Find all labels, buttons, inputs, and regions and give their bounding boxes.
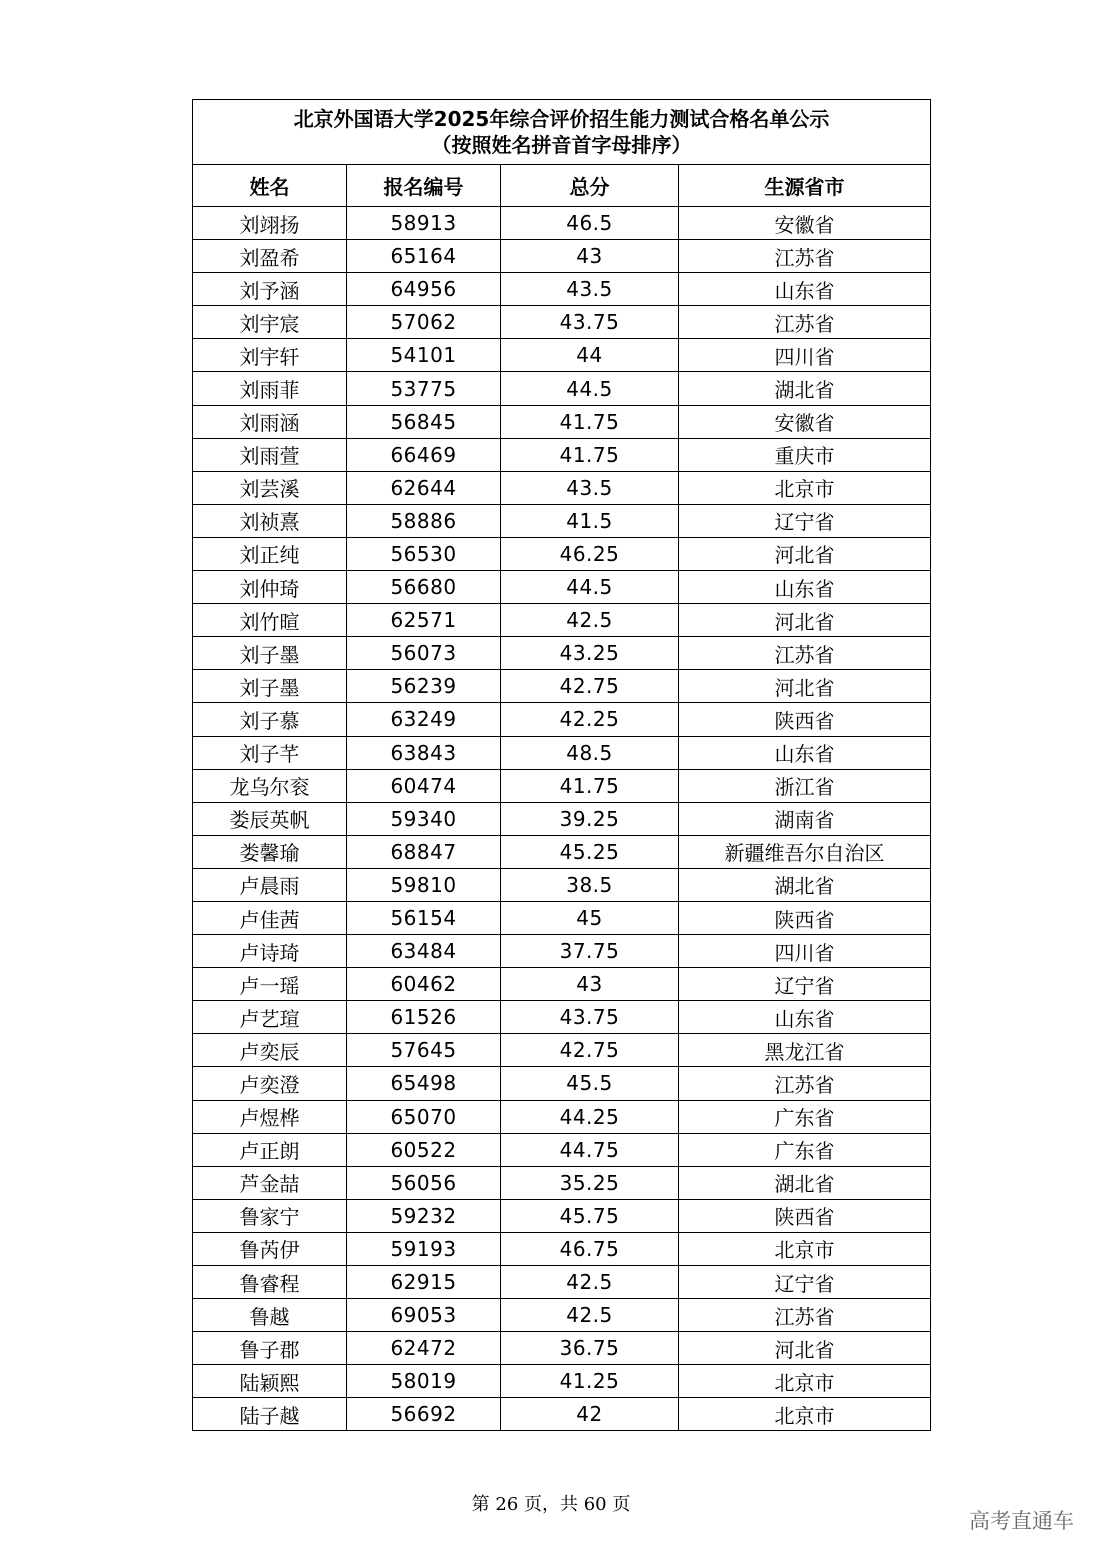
cell-total-score: 41.75 [501, 405, 679, 438]
cell-name: 刘雨涵 [193, 405, 347, 438]
cell-total-score: 42.75 [501, 1034, 679, 1067]
cell-total-score: 46.75 [501, 1232, 679, 1265]
cell-total-score: 43 [501, 968, 679, 1001]
cell-name: 陆颖熙 [193, 1365, 347, 1398]
cell-name: 刘雨萱 [193, 438, 347, 471]
cell-reg-number: 63843 [347, 736, 501, 769]
cell-province: 湖北省 [679, 372, 931, 405]
cell-name: 娄辰英帆 [193, 802, 347, 835]
cell-total-score: 37.75 [501, 935, 679, 968]
table-row [193, 1199, 931, 1232]
cell-province: 山东省 [679, 736, 931, 769]
cell-name: 刘盈希 [193, 240, 347, 273]
cell-province: 安徽省 [679, 405, 931, 438]
cell-name: 陆子越 [193, 1398, 347, 1431]
table-row [193, 901, 931, 934]
cell-province: 湖北省 [679, 868, 931, 901]
cell-province: 北京市 [679, 471, 931, 504]
cell-reg-number: 56530 [347, 537, 501, 570]
table-row [193, 769, 931, 802]
cell-reg-number: 65070 [347, 1100, 501, 1133]
cell-reg-number: 63484 [347, 935, 501, 968]
cell-province: 山东省 [679, 571, 931, 604]
cell-province: 江苏省 [679, 306, 931, 339]
cell-name: 鲁睿程 [193, 1266, 347, 1299]
cell-province: 陕西省 [679, 703, 931, 736]
cell-province: 陕西省 [679, 1199, 931, 1232]
admission-list-table [192, 99, 931, 1431]
table-row [193, 604, 931, 637]
table-row [193, 207, 931, 240]
cell-reg-number: 66469 [347, 438, 501, 471]
cell-province: 河北省 [679, 670, 931, 703]
cell-reg-number: 56680 [347, 571, 501, 604]
cell-reg-number: 58019 [347, 1365, 501, 1398]
cell-reg-number: 59232 [347, 1199, 501, 1232]
cell-total-score: 45.25 [501, 835, 679, 868]
cell-reg-number: 64956 [347, 273, 501, 306]
table-row [193, 1100, 931, 1133]
cell-total-score: 44.25 [501, 1100, 679, 1133]
cell-reg-number: 56692 [347, 1398, 501, 1431]
cell-total-score: 44.5 [501, 571, 679, 604]
table-row [193, 273, 931, 306]
cell-reg-number: 63249 [347, 703, 501, 736]
cell-province: 江苏省 [679, 1067, 931, 1100]
table-row [193, 868, 931, 901]
table-title [193, 100, 931, 165]
cell-reg-number: 56056 [347, 1166, 501, 1199]
cell-name: 刘宇宸 [193, 306, 347, 339]
cell-province: 浙江省 [679, 769, 931, 802]
table-row [193, 1232, 931, 1265]
cell-name: 卢奕澄 [193, 1067, 347, 1100]
cell-reg-number: 60522 [347, 1133, 501, 1166]
cell-total-score: 42.75 [501, 670, 679, 703]
table-row [193, 1034, 931, 1067]
cell-name: 刘子墨 [193, 637, 347, 670]
cell-name: 卢正朗 [193, 1133, 347, 1166]
cell-name: 卢一瑶 [193, 968, 347, 1001]
table-row [193, 1266, 931, 1299]
header-row [193, 165, 931, 207]
cell-reg-number: 59193 [347, 1232, 501, 1265]
cell-province: 湖北省 [679, 1166, 931, 1199]
cell-total-score: 46.5 [501, 207, 679, 240]
cell-reg-number: 65164 [347, 240, 501, 273]
cell-name: 刘竹暄 [193, 604, 347, 637]
cell-name: 卢艺瑄 [193, 1001, 347, 1034]
cell-total-score: 42.25 [501, 703, 679, 736]
cell-total-score: 43.5 [501, 273, 679, 306]
cell-reg-number: 60462 [347, 968, 501, 1001]
cell-name: 鲁家宁 [193, 1199, 347, 1232]
watermark: 高考直通车 [969, 1509, 1074, 1533]
cell-reg-number: 58913 [347, 207, 501, 240]
cell-name: 芦金喆 [193, 1166, 347, 1199]
cell-reg-number: 58886 [347, 504, 501, 537]
cell-reg-number: 57062 [347, 306, 501, 339]
cell-name: 刘雨菲 [193, 372, 347, 405]
table-row [193, 537, 931, 570]
cell-name: 刘子墨 [193, 670, 347, 703]
cell-province: 江苏省 [679, 637, 931, 670]
cell-total-score: 48.5 [501, 736, 679, 769]
table-row [193, 1365, 931, 1398]
cell-province: 辽宁省 [679, 968, 931, 1001]
cell-name: 刘子芊 [193, 736, 347, 769]
cell-reg-number: 56845 [347, 405, 501, 438]
table-row [193, 1133, 931, 1166]
cell-name: 刘正纯 [193, 537, 347, 570]
cell-reg-number: 69053 [347, 1299, 501, 1332]
cell-province: 重庆市 [679, 438, 931, 471]
table-row [193, 1166, 931, 1199]
cell-reg-number: 56154 [347, 901, 501, 934]
cell-total-score: 41.25 [501, 1365, 679, 1398]
cell-total-score: 42.5 [501, 1299, 679, 1332]
cell-name: 卢佳茜 [193, 901, 347, 934]
title-line-1: 北京外国语大学2025年综合评价招生能力测试合格名单公示 [293, 107, 830, 131]
cell-reg-number: 61526 [347, 1001, 501, 1034]
cell-reg-number: 68847 [347, 835, 501, 868]
cell-total-score: 38.5 [501, 868, 679, 901]
cell-name: 刘仲琦 [193, 571, 347, 604]
cell-name: 卢煜桦 [193, 1100, 347, 1133]
cell-total-score: 45 [501, 901, 679, 934]
cell-province: 江苏省 [679, 1299, 931, 1332]
cell-total-score: 44 [501, 339, 679, 372]
cell-province: 四川省 [679, 935, 931, 968]
cell-total-score: 42.5 [501, 1266, 679, 1299]
cell-total-score: 42 [501, 1398, 679, 1431]
cell-province: 新疆维吾尔自治区 [679, 835, 931, 868]
table-row [193, 835, 931, 868]
cell-province: 北京市 [679, 1398, 931, 1431]
cell-name: 鲁越 [193, 1299, 347, 1332]
cell-name: 刘芸溪 [193, 471, 347, 504]
cell-reg-number: 56239 [347, 670, 501, 703]
table-row [193, 339, 931, 372]
cell-province: 河北省 [679, 537, 931, 570]
header-name: 姓名 [193, 165, 347, 207]
cell-reg-number: 56073 [347, 637, 501, 670]
cell-province: 安徽省 [679, 207, 931, 240]
header-reg-number: 报名编号 [347, 165, 501, 207]
cell-reg-number: 59340 [347, 802, 501, 835]
table-row [193, 703, 931, 736]
table-row [193, 1001, 931, 1034]
cell-total-score: 39.25 [501, 802, 679, 835]
table-row [193, 736, 931, 769]
table-row [193, 1067, 931, 1100]
cell-province: 山东省 [679, 273, 931, 306]
cell-name: 刘祯熹 [193, 504, 347, 537]
title-line-2: （按照姓名拼音首字母排序） [431, 133, 692, 157]
table-row [193, 935, 931, 968]
cell-total-score: 35.25 [501, 1166, 679, 1199]
cell-province: 陕西省 [679, 901, 931, 934]
cell-total-score: 43.25 [501, 637, 679, 670]
cell-total-score: 43.75 [501, 1001, 679, 1034]
header-province: 生源省市 [679, 165, 931, 207]
table-row [193, 240, 931, 273]
cell-province: 广东省 [679, 1133, 931, 1166]
cell-name: 鲁子郡 [193, 1332, 347, 1365]
table-row [193, 1398, 931, 1431]
cell-province: 山东省 [679, 1001, 931, 1034]
cell-name: 娄馨瑜 [193, 835, 347, 868]
table-row [193, 802, 931, 835]
cell-province: 四川省 [679, 339, 931, 372]
header-total-score: 总分 [501, 165, 679, 207]
cell-reg-number: 65498 [347, 1067, 501, 1100]
table-row [193, 471, 931, 504]
cell-reg-number: 54101 [347, 339, 501, 372]
cell-name: 龙乌尔衮 [193, 769, 347, 802]
table-row [193, 1332, 931, 1365]
cell-total-score: 46.25 [501, 537, 679, 570]
cell-reg-number: 62571 [347, 604, 501, 637]
cell-total-score: 43.5 [501, 471, 679, 504]
cell-province: 湖南省 [679, 802, 931, 835]
cell-province: 辽宁省 [679, 504, 931, 537]
cell-province: 北京市 [679, 1365, 931, 1398]
cell-province: 江苏省 [679, 240, 931, 273]
cell-province: 广东省 [679, 1100, 931, 1133]
cell-total-score: 43.75 [501, 306, 679, 339]
cell-total-score: 45.5 [501, 1067, 679, 1100]
cell-reg-number: 59810 [347, 868, 501, 901]
table-row [193, 372, 931, 405]
cell-total-score: 43 [501, 240, 679, 273]
cell-name: 刘予涵 [193, 273, 347, 306]
table-row [193, 968, 931, 1001]
cell-reg-number: 60474 [347, 769, 501, 802]
table-row [193, 405, 931, 438]
cell-name: 卢诗琦 [193, 935, 347, 968]
cell-name: 刘翊扬 [193, 207, 347, 240]
cell-name: 刘子慕 [193, 703, 347, 736]
page-footer: 第 26 页，共 60 页 [471, 1494, 631, 1515]
cell-reg-number: 62644 [347, 471, 501, 504]
cell-province: 河北省 [679, 604, 931, 637]
cell-reg-number: 53775 [347, 372, 501, 405]
cell-reg-number: 62472 [347, 1332, 501, 1365]
cell-reg-number: 57645 [347, 1034, 501, 1067]
table-row [193, 637, 931, 670]
cell-reg-number: 62915 [347, 1266, 501, 1299]
cell-name: 刘宇轩 [193, 339, 347, 372]
cell-province: 河北省 [679, 1332, 931, 1365]
cell-province: 北京市 [679, 1232, 931, 1265]
cell-province: 辽宁省 [679, 1266, 931, 1299]
cell-total-score: 36.75 [501, 1332, 679, 1365]
cell-name: 卢奕辰 [193, 1034, 347, 1067]
cell-total-score: 44.75 [501, 1133, 679, 1166]
table-row [193, 571, 931, 604]
table-row [193, 306, 931, 339]
cell-total-score: 41.5 [501, 504, 679, 537]
table-row [193, 670, 931, 703]
cell-total-score: 45.75 [501, 1199, 679, 1232]
cell-total-score: 44.5 [501, 372, 679, 405]
table-row [193, 438, 931, 471]
cell-total-score: 41.75 [501, 769, 679, 802]
cell-total-score: 42.5 [501, 604, 679, 637]
cell-name: 卢晨雨 [193, 868, 347, 901]
cell-total-score: 41.75 [501, 438, 679, 471]
cell-province: 黑龙江省 [679, 1034, 931, 1067]
table-row [193, 1299, 931, 1332]
cell-name: 鲁芮伊 [193, 1232, 347, 1265]
table-row [193, 504, 931, 537]
